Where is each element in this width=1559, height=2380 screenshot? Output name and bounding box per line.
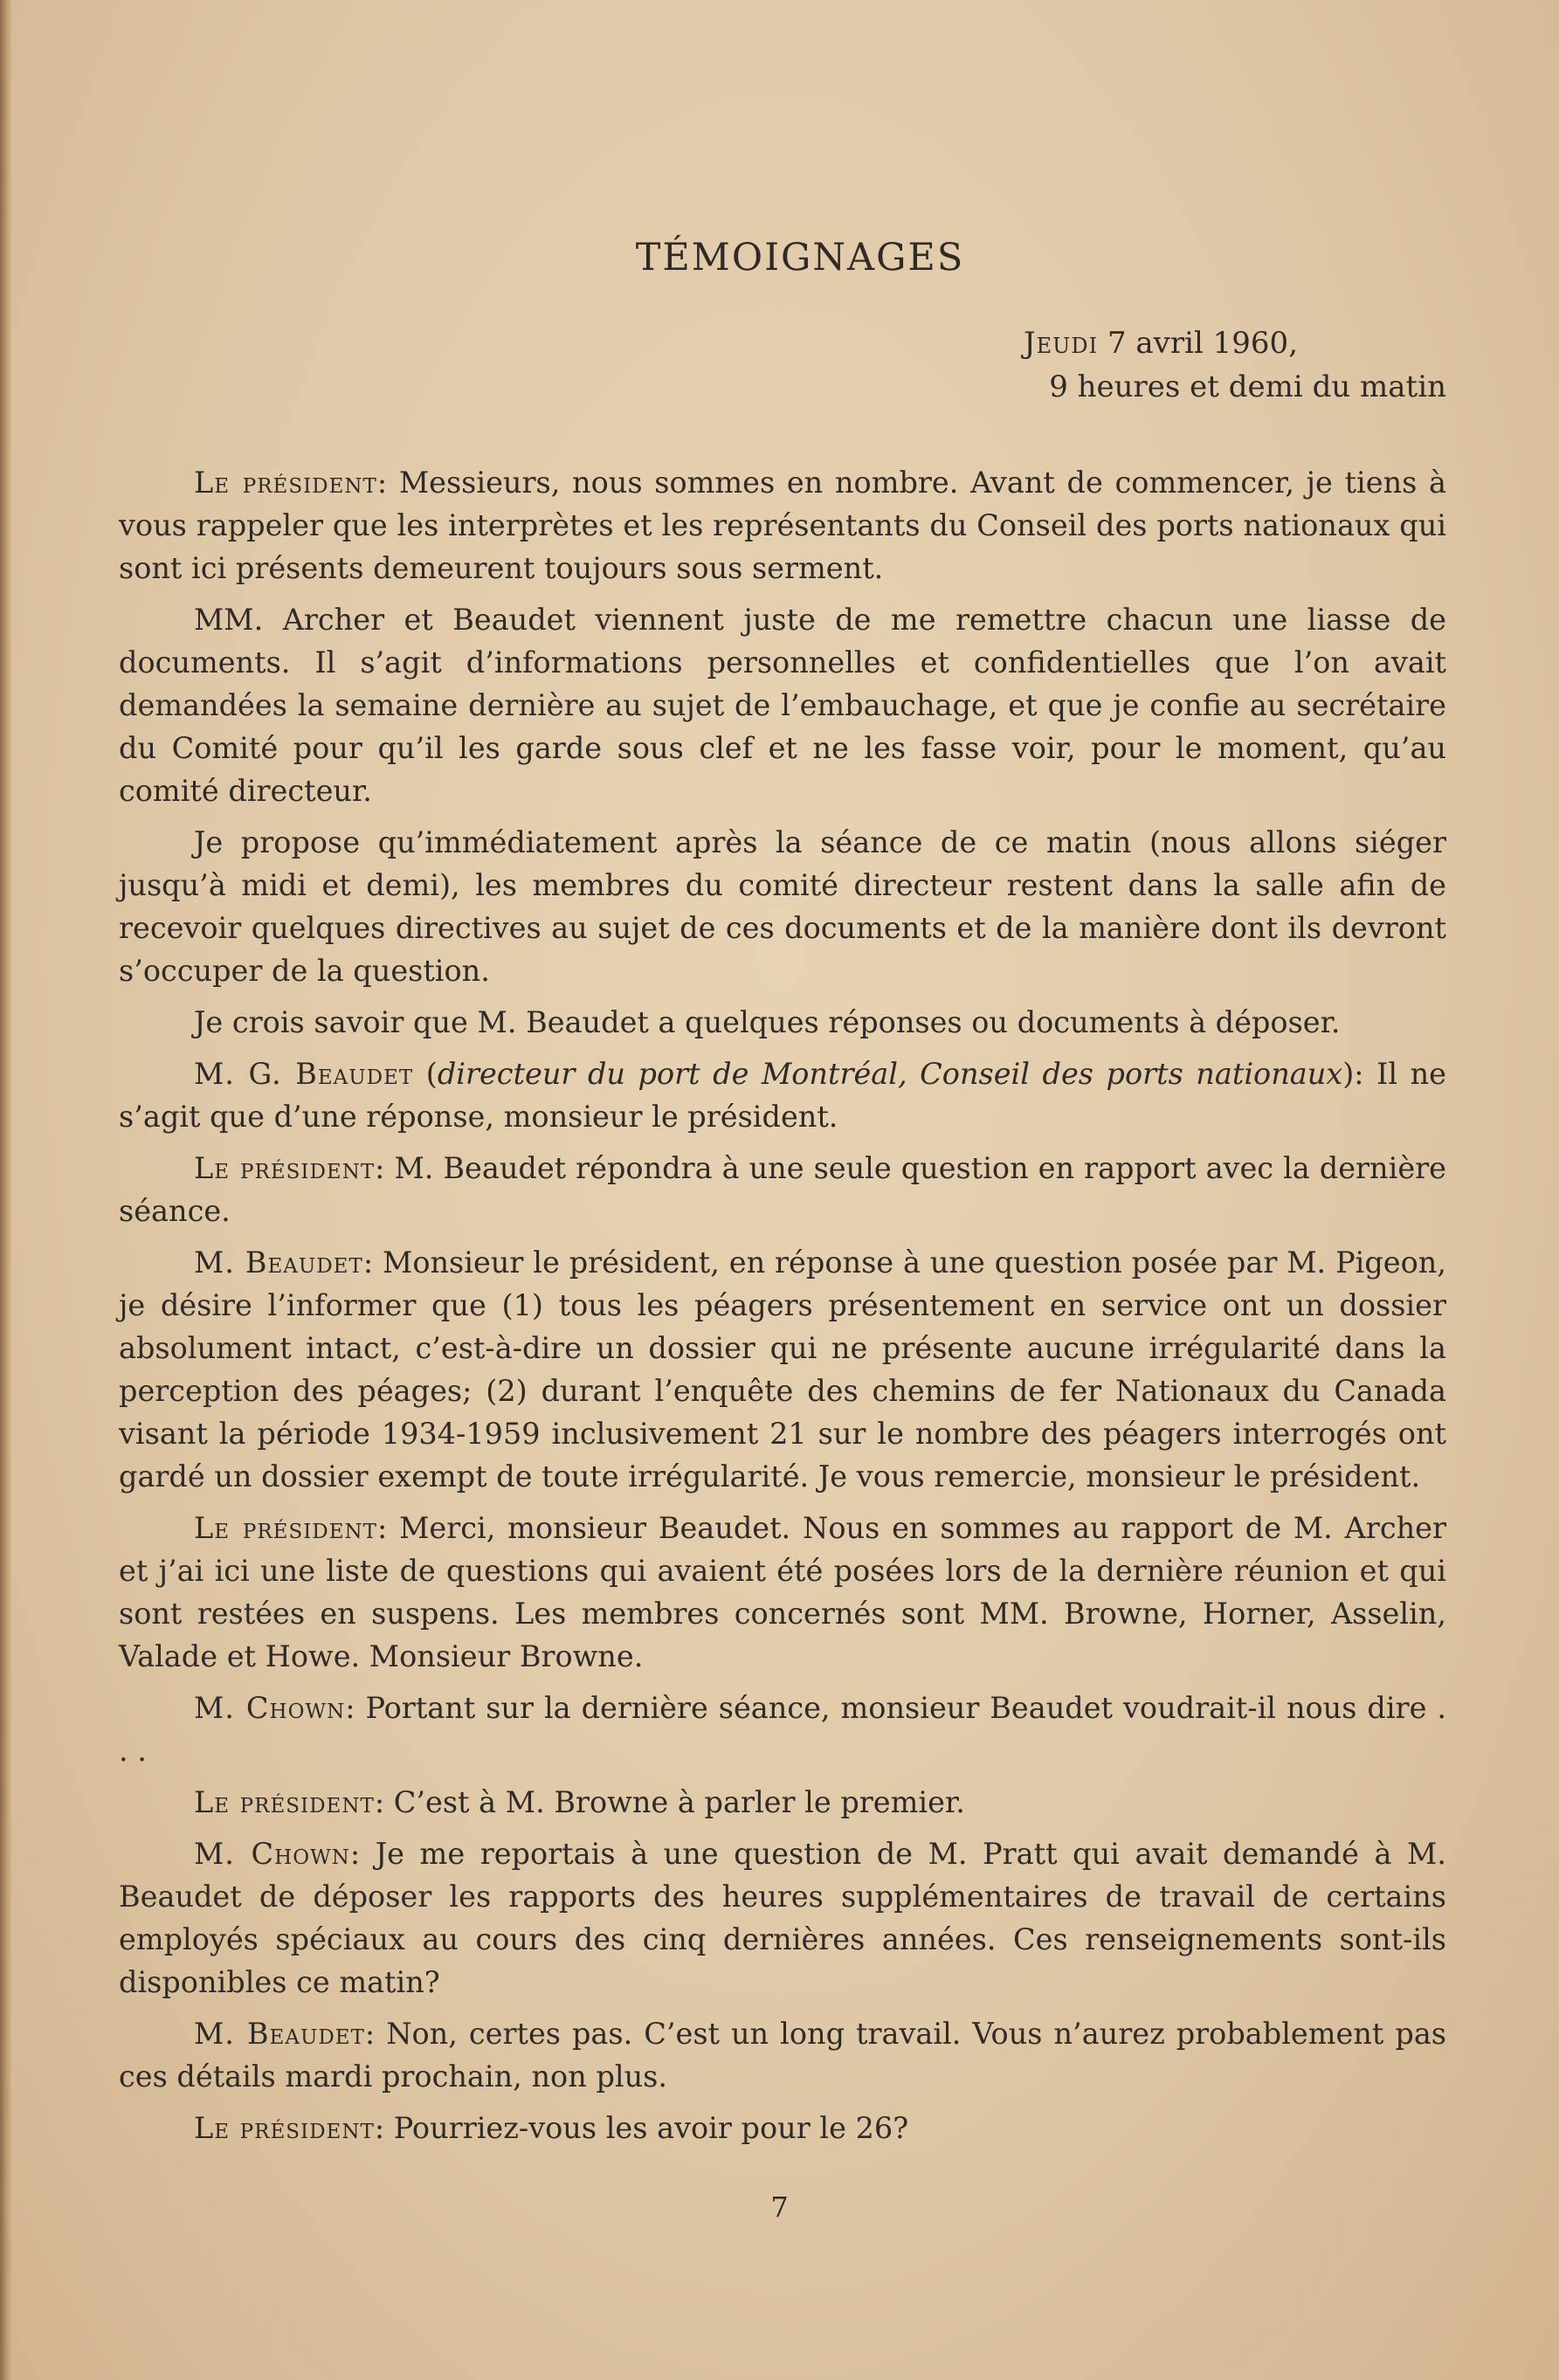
paragraph-5: M. G. Beaudet (directeur du port de Montréal, Conseil des ports nationaux): Il ne s’agit que d’une réponse, monsieur le président. — [119, 1057, 1447, 1134]
date-line-2: 9 heures et demi du matin — [1049, 369, 1446, 404]
speaker-label: M. G. Beaudet — [194, 1057, 414, 1091]
speaker-label: M. Chown — [194, 1691, 346, 1725]
paragraph-10: Le président: C’est à M. Browne à parler le premier. — [194, 1785, 965, 1819]
paragraph-text: Je crois savoir que M. Beaudet a quelques réponses ou documents à déposer. — [194, 1005, 1341, 1039]
paragraph-9: M. Chown: Portant sur la dernière séance, monsieur Beaudet voudrait-il nous dire . . . — [119, 1691, 1446, 1768]
speaker-label: Le président — [194, 1785, 375, 1819]
paragraph-text: MM. Archer et Beaudet viennent juste de me remettre chacun une liasse de documents. Il s’agit d’informations personnelles et confidentielles que l’on avait demandées la semaine dernière au sujet de l’embauchage, et que je confie au secrétaire du Comité pour qu’il les garde sous clef et ne les fasse voir, pour le moment, qu’au comité directeur. — [119, 603, 1446, 808]
paragraph-text: C’est à M. Browne à parler le premier. — [393, 1785, 965, 1819]
paragraph-8: Le président: Merci, monsieur Beaudet. Nous en sommes au rapport de M. Archer et j’ai ici une liste de questions qui avaient été posées lors de la dernière réunion et qui sont restées en suspens. Les membres concernés sont MM. Browne, Horner, Asselin, Valade et Howe. Monsieur Browne. — [119, 1511, 1446, 1673]
paragraph-text: Pourriez-vous les avoir pour le 26? — [393, 2111, 909, 2145]
paragraph-13: Le président: Pourriez-vous les avoir pour le 26? — [194, 2111, 909, 2145]
speaker-label: M. Beaudet — [194, 2017, 365, 2051]
page-number: 7 — [770, 2190, 789, 2224]
paragraph-text: Merci, monsieur Beaudet. Nous en sommes au rapport de M. Archer et j’ai ici une liste de questions qui avaient été posées lors de la dernière réunion et qui sont restées en suspens. Les membres concernés sont MM. Browne, Horner, Asselin, Valade et Howe. Monsieur Browne. — [119, 1511, 1446, 1673]
date-rest: 7 avril 1960, — [1107, 326, 1298, 361]
paragraph-text: Monsieur le président, en réponse à une question posée par M. Pigeon, je désire l’informer que (1) tous les péagers présentement en service ont un dossier absolument intact, c’est-à-dire un dossier qui ne présente aucune irrégularité dans la perception des péages; (2) durant l’enquête des chemins de fer Nationaux du Canada visant la période 1934-1959 inclusivement 21 sur le nombre des péagers interrogés ont gardé un dossier exempt de toute irrégularité. Je vous remercie, monsieur le président. — [119, 1245, 1447, 1494]
speaker-label: Le président — [194, 1511, 377, 1545]
paragraph-6: Le président: M. Beaudet répondra à une seule question en rapport avec la dernière séance. — [119, 1151, 1447, 1228]
date-weekday: Jeudi — [1024, 326, 1099, 361]
paragraph-7: M. Beaudet: Monsieur le président, en réponse à une question posée par M. Pigeon, je désire l’informer que (1) tous les péagers présentement en service ont un dossier absolument intact, c’est-à-dire un dossier qui ne présente aucune irrégularité dans la perception des péages; (2) durant l’enquête des chemins de fer Nationaux du Canada visant la période 1934-1959 inclusivement 21 sur le nombre des péagers interrogés ont gardé un dossier exempt de toute irrégularité. Je vous remercie, monsieur le président. — [119, 1245, 1447, 1494]
paragraph-text: Non, certes pas. C’est un long travail. Vous n’aurez probablement pas ces détails mardi prochain, non plus. — [119, 2017, 1446, 2094]
paragraph-text: Je me reportais à une question de M. Pratt qui avait demandé à M. Beaudet de déposer les rapports des heures supplémentaires de travail de certains employés spéciaux au cours des cinq dernières années. Ces renseignements sont-ils disponibles ce matin? — [119, 1837, 1446, 1999]
speaker-label: Le président — [194, 2111, 375, 2145]
page-title: TÉMOIGNAGES — [635, 236, 965, 279]
paragraph-2 — [119, 598, 1446, 812]
speaker-label: M. Beaudet — [194, 1245, 363, 1280]
paragraph-text: Messieurs, nous sommes en nombre. Avant de commencer, je tiens à vous rappeler que les interprètes et les représentants du Conseil des ports nationaux qui sont ici présents demeurent toujours sous serment. — [119, 466, 1447, 585]
text-column — [119, 236, 1446, 2158]
paragraph-12: M. Beaudet: Non, certes pas. C’est un long travail. Vous n’aurez probablement pas ces détails mardi prochain, non plus. — [119, 2017, 1446, 2094]
speaker-label: Le président — [194, 1151, 376, 1185]
paragraph-4 — [119, 1001, 1446, 1044]
speaker-label: Le président — [194, 466, 377, 500]
paragraph-11: M. Chown: Je me reportais à une question de M. Pratt qui avait demandé à M. Beaudet de déposer les rapports des heures supplémentaires de travail de certains employés spéciaux au cours des cinq dernières années. Ces renseignements sont-ils disponibles ce matin? — [119, 1837, 1446, 1999]
paragraph-text: Je propose qu’immédiatement après la séance de ce matin (nous allons siéger jusqu’à midi et demi), les membres du comité directeur restent dans la salle afin de recevoir quelques directives au sujet de ces documents et de la manière dont ils devront s’occuper de la question. — [119, 825, 1446, 988]
speaker-role: directeur du port de Montréal, Conseil des ports nationaux — [437, 1057, 1343, 1091]
dateline — [119, 321, 1446, 409]
paragraph-text: M. Beaudet répondra à une seule question en rapport avec la dernière séance. — [119, 1151, 1447, 1228]
date-line-1 — [119, 321, 1298, 365]
paragraph-text: Portant sur la dernière séance, monsieur Beaudet voudrait-il nous dire . . . — [119, 1691, 1446, 1768]
page-binding-edge — [0, 0, 12, 2380]
speaker-label: M. Chown — [194, 1837, 350, 1871]
paragraph-3 — [119, 821, 1446, 992]
paragraph-text: Il ne s’agit que d’une réponse, monsieur le président. — [119, 1057, 1447, 1134]
paragraph-1: Le président: Messieurs, nous sommes en nombre. Avant de commencer, je tiens à vous rappeler que les interprètes et les représentants du Conseil des ports nationaux qui sont ici présents demeurent toujours sous serment. — [119, 466, 1447, 585]
